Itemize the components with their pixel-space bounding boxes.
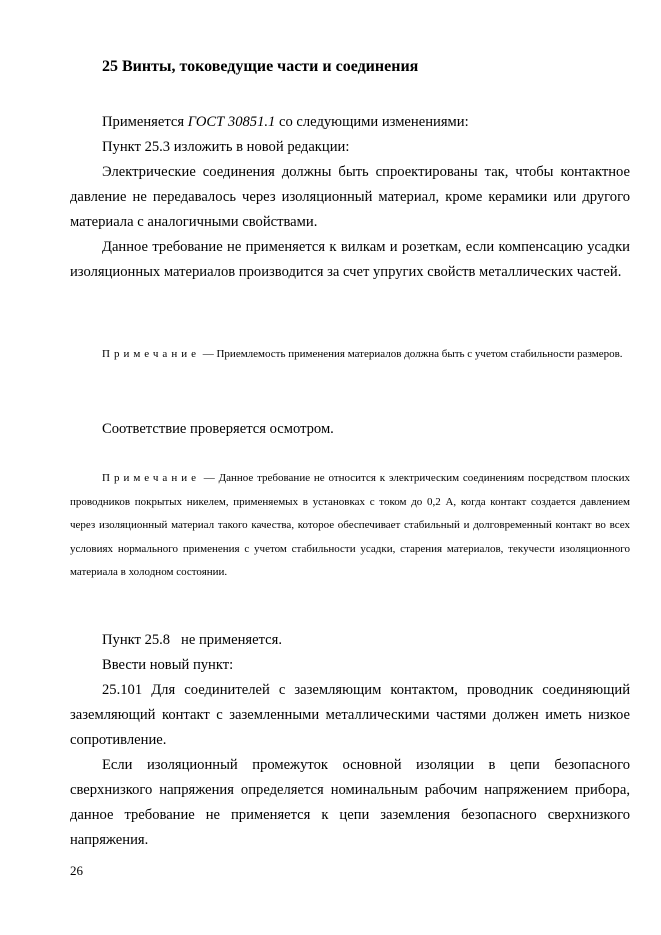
note-1-dash: — <box>199 348 217 360</box>
note-2-label: Примечание <box>102 472 200 484</box>
paragraph-electrical-connections: Электрические соединения должны быть спроектированы так, чтобы контактное давление не передавалось через изоляционный материал, кроме керамики или другого материала с аналогичными свойствами. <box>70 164 630 230</box>
intro-suffix: со следующими изменениями: <box>275 114 469 130</box>
note-1-text: Приемлемость применения материалов должна быть с учетом стабильности размеров. <box>216 348 623 360</box>
paragraph-plugs-exception: Данное требование не применяется к вилкам и розеткам, если компенсацию усадки изоляционных материалов производится за счет упругих свойств металлических частей. <box>70 239 630 280</box>
page-number: 26 <box>70 863 83 878</box>
note-1 <box>70 343 630 367</box>
note-2-dash: — <box>199 472 219 484</box>
note-2 <box>70 467 630 585</box>
paragraph-25-101: 25.101 Для соединителей с заземляющим контактом, проводник соединяющий заземляющий контакт с заземленными металлическими частями должен иметь низкое сопротивление. <box>70 682 630 748</box>
intro-block <box>70 110 630 285</box>
note-2-paragraph <box>70 467 630 585</box>
amendments-block <box>70 628 630 853</box>
note-1-paragraph <box>70 343 630 367</box>
section-heading: 25 Винты, токоведущие части и соединения <box>102 58 419 75</box>
note-1-label: Примечание <box>102 348 200 360</box>
standard-reference: ГОСТ 30851.1 <box>187 114 276 130</box>
item-25-3: Пункт 25.3 изложить в новой редакции: <box>102 139 350 155</box>
note-2-text: Данное требование не относится к электрическим соединениям посредством плоских проводников покрытых никелем, применяемых в установках с током до 0,2 А, когда контакт создается давлением через изоляционный материал такого качества, которое обеспечивает стабильный и долговременный контакт во всех условиях нормального применения с учетом стабильности усадки, старения материалов, текучести изоляционного материала в холодном состоянии. <box>70 472 630 578</box>
compliance-check: Соответствие проверяется осмотром. <box>102 421 334 437</box>
new-item-intro: Ввести новый пункт: <box>102 657 234 673</box>
intro-paragraph <box>70 110 630 135</box>
paragraph-selv: Если изоляционный промежуток основной изоляции в цепи безопасного сверхнизкого напряжения определяется номинальным рабочим напряжением прибора, данное требование не применяется к цепи заземления безопасного сверхнизкого напряжения. <box>70 757 630 848</box>
item-25-8: Пункт 25.8 не применяется. <box>102 632 283 648</box>
intro-prefix: Применяется <box>102 114 188 130</box>
compliance-block <box>70 417 630 442</box>
